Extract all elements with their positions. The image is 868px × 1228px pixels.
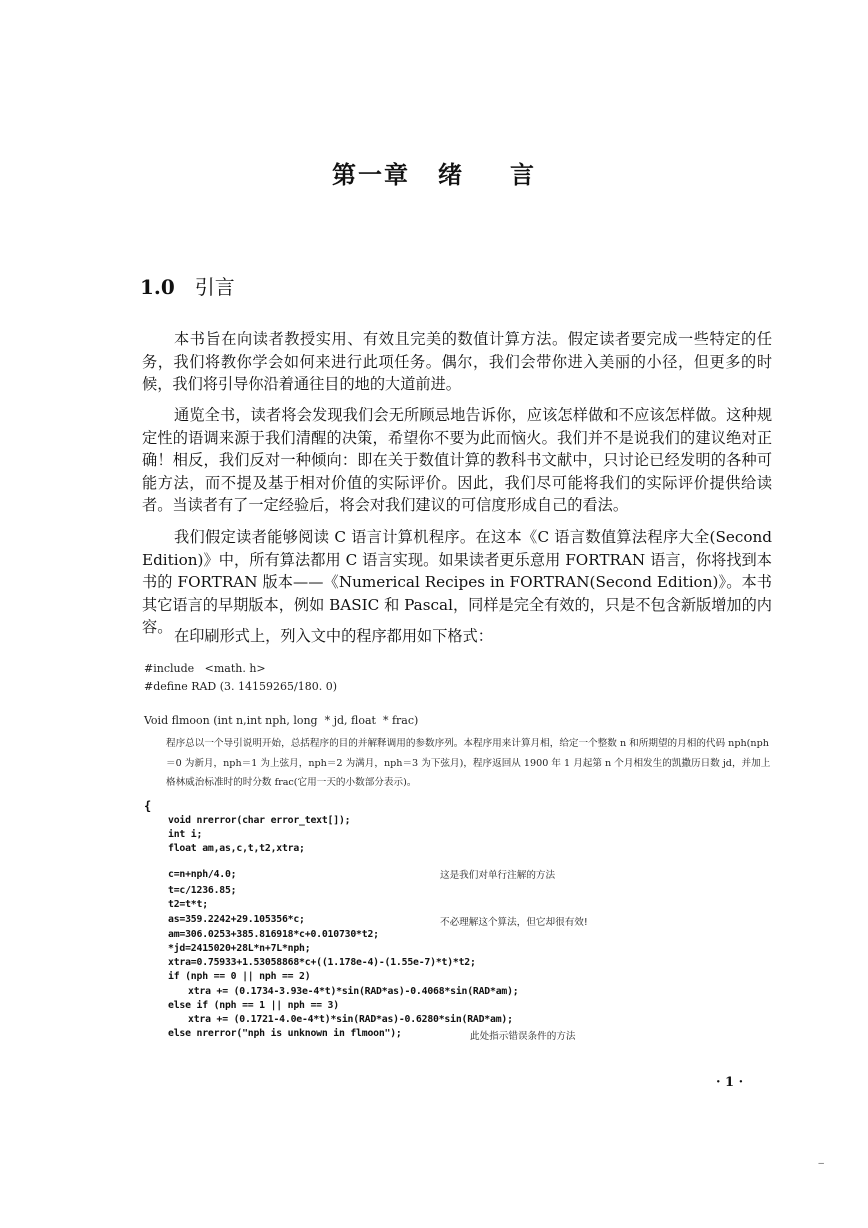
code-line: void nrerror(char error_text[]); xyxy=(168,815,351,826)
code-line: int i; xyxy=(168,829,203,840)
code-description: 程序总以一个导引说明开始，总括程序的目的并解释调用的参数序列。本程序用来计算月相，给定一个整数 n 和所期望的月相的代码 nph(nph＝0 为新月，nph＝1 为上弦月，nph＝2 为满月，nph＝3 为下弦月)，程序返回从 1900 年 1 月起第 n 个月相发生的凯撒历日数 jd，并加上格林威治标准时的时分数 frac(它用一天的小数部分表示)。 xyxy=(166,738,771,788)
paragraph-1: 本书旨在向读者教授实用、有效且完美的数值计算方法。假定读者要完成一些特定的任务，我们将教你学会如何来进行此项任务。偶尔，我们会带你进入美丽的小径，但更多的时候，我们将引导你沿着通往目的地的大道前进。 xyxy=(142,330,772,394)
code-line: if (nph == 0 || nph == 2) xyxy=(168,971,311,982)
paragraph-2: 通览全书，读者将会发现我们会无所顾忌地告诉你，应该怎样做和不应该怎样做。这种规定性的语调来源于我们清醒的决策，希望你不要为此而恼火。我们并不是说我们的建议绝对正确！相反，我们反对一种倾向：即在关于数值计算的教科书文献中，只讨论已经发明的各种可能方法，而不提及基于相对价值的实际评价。因此，我们尽可能将我们的实际评价提供给读者。当读者有了一定经验后，将会对我们建议的可信度形成自己的看法。 xyxy=(142,406,772,515)
code-line: xtra=0.75933+1.53058868*c+((1.178e-4)-(1.55e-7)*t)*t2; xyxy=(168,957,476,968)
code-comment: 这是我们对单行注解的方法 xyxy=(440,870,556,881)
chapter-title-char-2: 言 xyxy=(510,161,536,189)
code-line: else if (nph == 1 || nph == 3) xyxy=(168,1000,339,1011)
code-line: am=306.0253+385.816918*c+0.010730*t2; xyxy=(168,929,379,940)
chapter-title-char-1: 绪 xyxy=(438,161,464,189)
code-line: xtra += (0.1721-4.0e-4*t)*sin(RAD*as)-0.6280*sin(RAD*am); xyxy=(188,1014,513,1025)
code-signature: Void flmoon (int n,int nph, long * jd, float * frac) xyxy=(144,714,419,727)
section-number: 1.0 xyxy=(140,275,175,299)
chapter-title xyxy=(0,155,868,190)
code-line: t2=t*t; xyxy=(168,899,208,910)
code-comment: 不必理解这个算法，但它却很有效! xyxy=(440,917,588,928)
code-line: t=c/1236.85; xyxy=(168,885,237,896)
code-line: *jd=2415020+28L*n+7L*nph; xyxy=(168,943,311,954)
code-define: #define RAD (3. 14159265/180. 0) xyxy=(144,680,337,693)
code-line: xtra += (0.1734-3.93e-4*t)*sin(RAD*as)-0.4068*sin(RAD*am); xyxy=(188,986,519,997)
code-line: else nrerror("nph is unknown in flmoon"); xyxy=(168,1028,402,1039)
chapter-number: 第一章 xyxy=(332,161,410,189)
paragraph-4: 在印刷形式上，列入文中的程序都用如下格式： xyxy=(174,627,493,645)
paragraph-3: 我们假定读者能够阅读 C 语言计算机程序。在这本《C 语言数值算法程序大全(Second Edition)》中，所有算法都用 C 语言实现。如果读者更乐意用 FORTRAN 语言，你将找到本书的 FORTRAN 版本——《Numerical Recipes in FORTRAN(Second Edition)》。本书其它语言的早期版本，例如 BASIC 和 Pascal，同样是完全有效的，只是不包含新版增加的内容。 xyxy=(142,528,772,637)
code-open-brace: { xyxy=(144,799,152,813)
scan-mark: ‒ xyxy=(818,1158,825,1169)
code-line: as=359.2242+29.105356*c; xyxy=(168,914,305,925)
section-title: 引言 xyxy=(194,275,235,299)
code-include: #include <math. h> xyxy=(144,662,266,675)
page-number: · 1 · xyxy=(716,1075,744,1090)
code-comment: 此处指示错误条件的方法 xyxy=(470,1031,576,1042)
section-heading xyxy=(140,271,235,300)
code-line: float am,as,c,t,t2,xtra; xyxy=(168,843,305,854)
code-line: c=n+nph/4.0; xyxy=(168,869,237,880)
